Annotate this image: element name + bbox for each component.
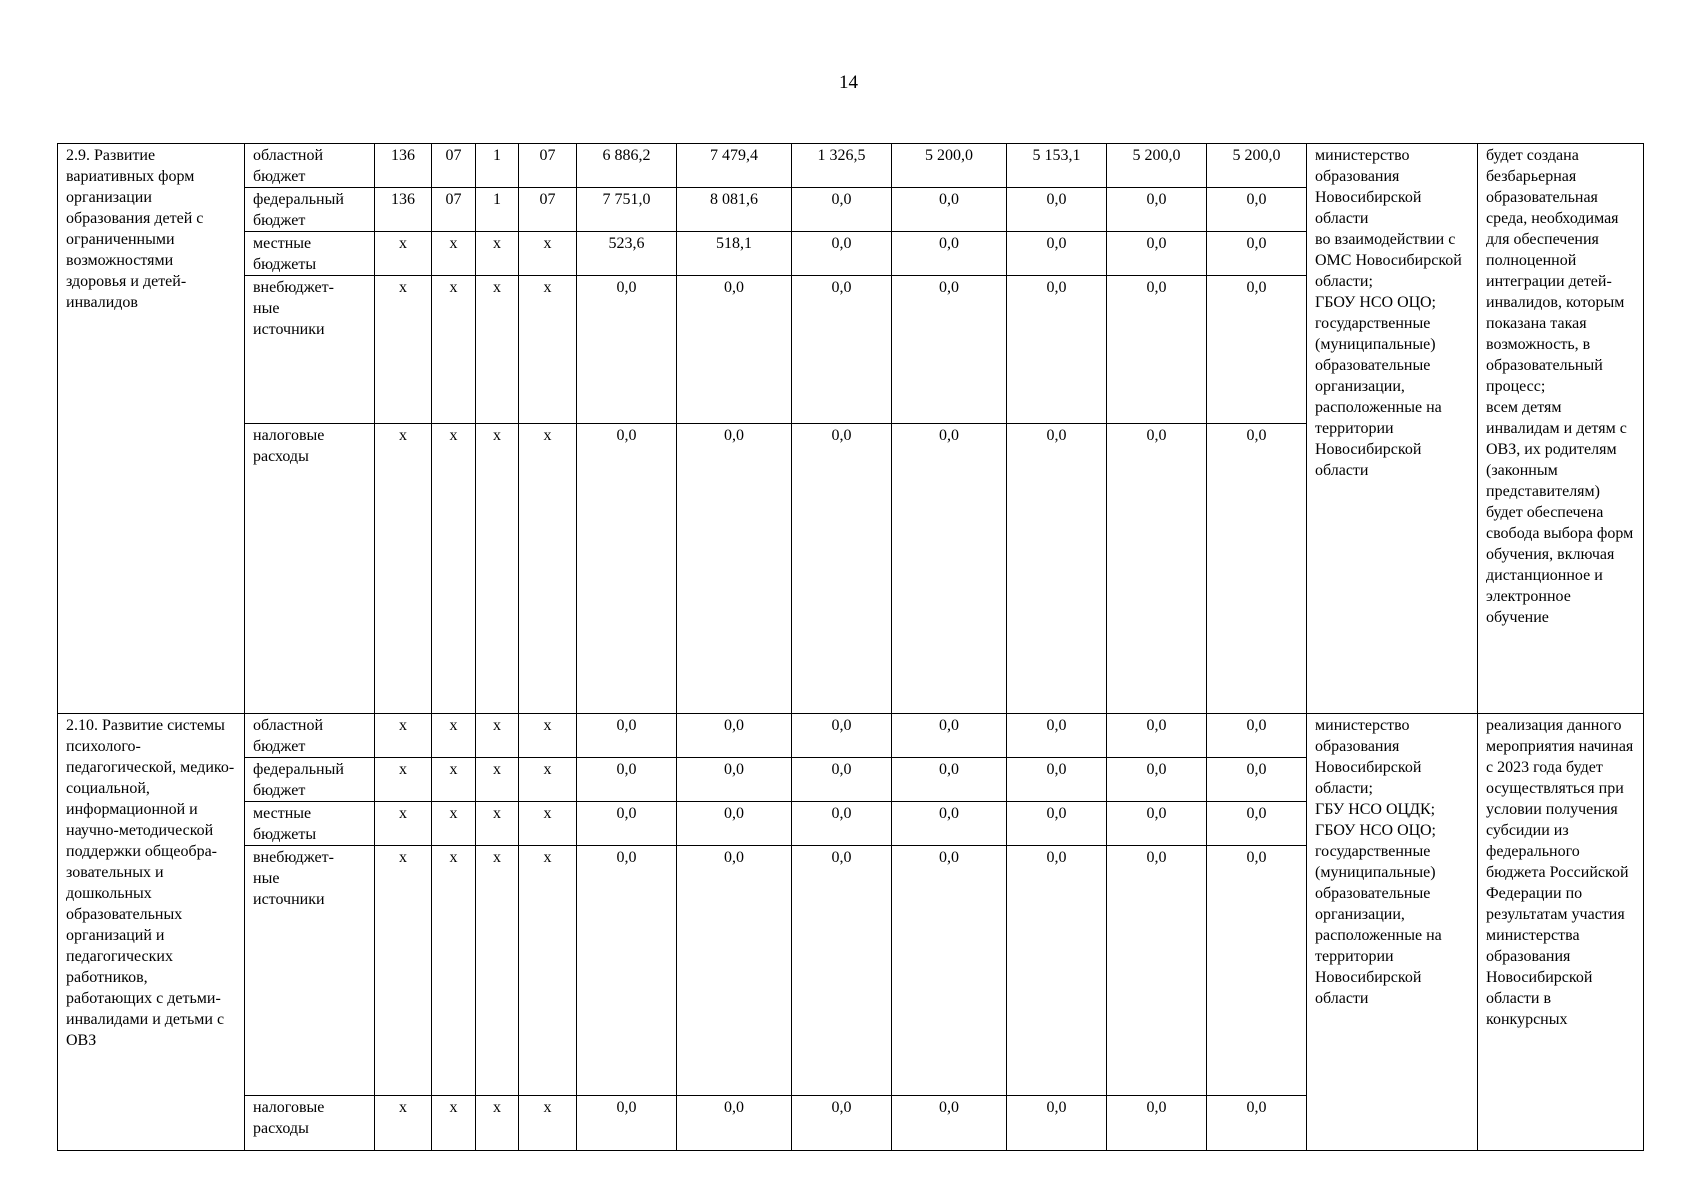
budget-code-cell: 07: [432, 188, 476, 232]
funding-value-cell: 0,0: [792, 802, 892, 846]
funding-value-cell: 0,0: [1207, 188, 1307, 232]
funding-value-cell: 0,0: [1207, 758, 1307, 802]
executor-cell: министерство образования Новосибирской области во взаимодействии с ОМС Новосибирской области; ГБОУ НСО ОЦО; государственные (муниципальные) образовательные организации, расположенные на территории Новосибирской области: [1307, 144, 1478, 714]
funding-value-cell: 0,0: [1107, 758, 1207, 802]
funding-source-cell: областной бюджет: [245, 714, 375, 758]
funding-source-cell: федеральный бюджет: [245, 758, 375, 802]
funding-value-cell: 0,0: [892, 1096, 1007, 1151]
budget-code-cell: х: [375, 758, 432, 802]
funding-value-cell: 0,0: [1007, 714, 1107, 758]
budget-code-cell: х: [519, 714, 577, 758]
funding-value-cell: 0,0: [892, 714, 1007, 758]
budget-code-cell: х: [432, 802, 476, 846]
budget-code-cell: х: [375, 714, 432, 758]
funding-value-cell: 5 153,1: [1007, 144, 1107, 188]
funding-source-cell: внебюджет- ные источники: [245, 276, 375, 424]
budget-code-cell: х: [476, 276, 519, 424]
funding-value-cell: 0,0: [792, 232, 892, 276]
funding-value-cell: 0,0: [892, 802, 1007, 846]
budget-code-cell: 1: [476, 144, 519, 188]
budget-code-cell: х: [519, 758, 577, 802]
funding-value-cell: 0,0: [1107, 846, 1207, 1096]
funding-value-cell: 0,0: [1007, 276, 1107, 424]
funding-source-cell: местные бюджеты: [245, 802, 375, 846]
funding-source-cell: налоговые расходы: [245, 1096, 375, 1151]
funding-value-cell: 0,0: [677, 714, 792, 758]
budget-code-cell: х: [476, 802, 519, 846]
funding-source-cell: местные бюджеты: [245, 232, 375, 276]
budget-code-cell: х: [432, 276, 476, 424]
funding-value-cell: 0,0: [1207, 232, 1307, 276]
funding-value-cell: 0,0: [792, 276, 892, 424]
table-row: [58, 144, 1644, 188]
budget-code-cell: х: [519, 424, 577, 714]
budget-code-cell: х: [519, 802, 577, 846]
budget-code-cell: х: [519, 1096, 577, 1151]
budget-code-cell: х: [476, 714, 519, 758]
funding-value-cell: 0,0: [892, 188, 1007, 232]
funding-value-cell: 0,0: [792, 188, 892, 232]
funding-value-cell: 7 751,0: [577, 188, 677, 232]
budget-code-cell: х: [519, 276, 577, 424]
funding-value-cell: 0,0: [892, 232, 1007, 276]
funding-value-cell: 0,0: [1207, 846, 1307, 1096]
funding-value-cell: 0,0: [792, 758, 892, 802]
budget-code-cell: х: [375, 276, 432, 424]
funding-value-cell: 0,0: [892, 758, 1007, 802]
funding-value-cell: 0,0: [792, 1096, 892, 1151]
budget-code-cell: х: [375, 232, 432, 276]
funding-value-cell: 0,0: [677, 276, 792, 424]
funding-value-cell: 0,0: [677, 1096, 792, 1151]
funding-value-cell: 0,0: [792, 714, 892, 758]
page-number: 14: [839, 72, 858, 93]
funding-value-cell: 523,6: [577, 232, 677, 276]
funding-value-cell: 0,0: [1207, 802, 1307, 846]
budget-code-cell: х: [432, 424, 476, 714]
funding-value-cell: 0,0: [577, 802, 677, 846]
budget-code-cell: х: [476, 1096, 519, 1151]
funding-value-cell: 0,0: [792, 846, 892, 1096]
funding-value-cell: 0,0: [892, 276, 1007, 424]
funding-value-cell: 0,0: [892, 846, 1007, 1096]
expected-result-cell: реализация данного мероприятия начиная с 2023 года будет осуществляться при условии получения субсидии из федерального бюджета Российской Федерации по результатам участия министерства образования Новосибирской области в конкурсных: [1478, 714, 1644, 1151]
budget-code-cell: 07: [432, 144, 476, 188]
funding-source-cell: налоговые расходы: [245, 424, 375, 714]
budget-code-cell: 136: [375, 144, 432, 188]
funding-value-cell: 0,0: [1207, 424, 1307, 714]
budget-code-cell: х: [432, 232, 476, 276]
funding-value-cell: 0,0: [1007, 188, 1107, 232]
budget-code-cell: 136: [375, 188, 432, 232]
funding-value-cell: 5 200,0: [1207, 144, 1307, 188]
funding-value-cell: 7 479,4: [677, 144, 792, 188]
funding-value-cell: 0,0: [677, 802, 792, 846]
budget-code-cell: х: [432, 758, 476, 802]
budget-code-cell: х: [476, 232, 519, 276]
funding-value-cell: 0,0: [577, 276, 677, 424]
funding-value-cell: 8 081,6: [677, 188, 792, 232]
funding-value-cell: 0,0: [677, 846, 792, 1096]
budget-code-cell: х: [375, 1096, 432, 1151]
funding-value-cell: 5 200,0: [1107, 144, 1207, 188]
funding-value-cell: 0,0: [1107, 276, 1207, 424]
funding-value-cell: 0,0: [1107, 714, 1207, 758]
funding-value-cell: 0,0: [1207, 714, 1307, 758]
budget-code-cell: 07: [519, 188, 577, 232]
activity-name-cell: 2.9. Развитие вариативных форм организации образования детей с ограниченными возможностями здоровья и детей-инвалидов: [58, 144, 245, 714]
funding-value-cell: 0,0: [1107, 232, 1207, 276]
funding-value-cell: 0,0: [1107, 188, 1207, 232]
budget-code-cell: х: [432, 714, 476, 758]
funding-source-cell: областной бюджет: [245, 144, 375, 188]
funding-value-cell: 0,0: [1107, 1096, 1207, 1151]
funding-value-cell: 0,0: [577, 424, 677, 714]
budget-code-cell: х: [476, 424, 519, 714]
funding-value-cell: 0,0: [1107, 802, 1207, 846]
budget-code-cell: х: [476, 846, 519, 1096]
funding-value-cell: 0,0: [1107, 424, 1207, 714]
budget-code-cell: 07: [519, 144, 577, 188]
funding-value-cell: 0,0: [677, 758, 792, 802]
budget-code-cell: х: [432, 1096, 476, 1151]
budget-code-cell: х: [476, 758, 519, 802]
funding-value-cell: 0,0: [892, 424, 1007, 714]
budget-code-cell: х: [432, 846, 476, 1096]
funding-value-cell: 0,0: [577, 846, 677, 1096]
funding-value-cell: 0,0: [1007, 1096, 1107, 1151]
funding-value-cell: 0,0: [577, 758, 677, 802]
activity-name-cell: 2.10. Развитие системы психолого-педагогической, медико-социальной, информационной и научно-методической поддержки общеобра-зовательных и дошкольных образовательных организаций и педагогических работников, работающих с детьми-инвалидами и детьми с ОВЗ: [58, 714, 245, 1151]
funding-value-cell: 6 886,2: [577, 144, 677, 188]
program-activities-table: [57, 143, 1644, 1151]
funding-source-cell: внебюджет- ные источники: [245, 846, 375, 1096]
table-row: [58, 714, 1644, 758]
budget-code-cell: х: [375, 846, 432, 1096]
funding-source-cell: федеральный бюджет: [245, 188, 375, 232]
budget-code-cell: х: [519, 846, 577, 1096]
funding-value-cell: 0,0: [1007, 758, 1107, 802]
budget-code-cell: х: [375, 802, 432, 846]
funding-value-cell: 5 200,0: [892, 144, 1007, 188]
funding-value-cell: 0,0: [677, 424, 792, 714]
executor-cell: министерство образования Новосибирской области; ГБУ НСО ОЦДК; ГБОУ НСО ОЦО; государственные (муниципальные) образовательные организации, расположенные на территории Новосибирской области: [1307, 714, 1478, 1151]
funding-value-cell: 0,0: [1007, 232, 1107, 276]
funding-value-cell: 0,0: [577, 714, 677, 758]
budget-code-cell: х: [519, 232, 577, 276]
funding-value-cell: 1 326,5: [792, 144, 892, 188]
funding-value-cell: 0,0: [1207, 276, 1307, 424]
expected-result-cell: будет создана безбарьерная образовательная среда, необходимая для обеспечения полноценной интеграции детей-инвалидов, которым показана такая возможность, в образовательный процесс; всем детям инвалидам и детям с ОВЗ, их родителям (законным представителям) будет обеспечена свобода выбора форм обучения, включая дистанционное и электронное обучение: [1478, 144, 1644, 714]
funding-value-cell: 0,0: [577, 1096, 677, 1151]
funding-value-cell: 518,1: [677, 232, 792, 276]
budget-code-cell: 1: [476, 188, 519, 232]
budget-code-cell: х: [375, 424, 432, 714]
funding-value-cell: 0,0: [1207, 1096, 1307, 1151]
funding-value-cell: 0,0: [1007, 846, 1107, 1096]
funding-value-cell: 0,0: [792, 424, 892, 714]
funding-value-cell: 0,0: [1007, 424, 1107, 714]
funding-value-cell: 0,0: [1007, 802, 1107, 846]
